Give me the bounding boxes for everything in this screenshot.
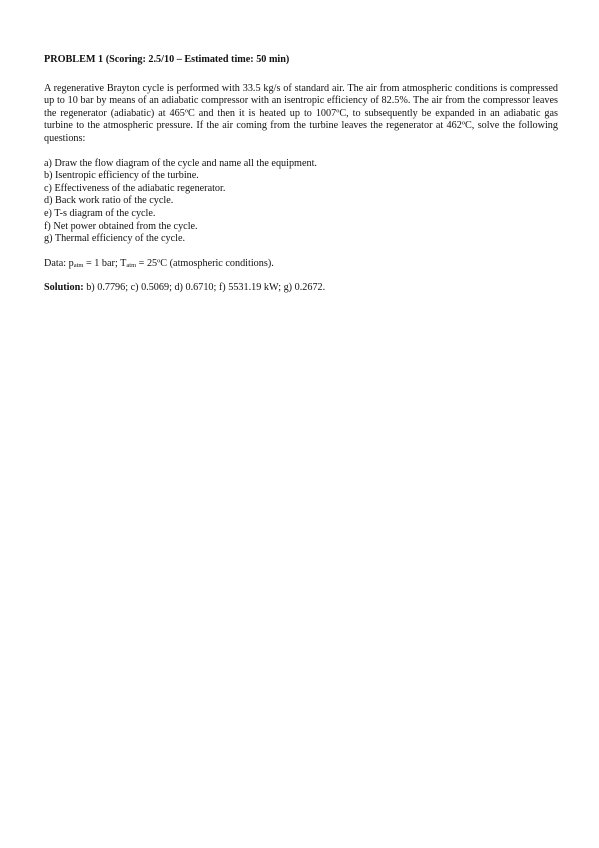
pressure-value: = 1 bar;	[83, 257, 121, 269]
temperature-subscript: atm	[126, 261, 137, 269]
pressure-subscript: atm	[73, 261, 84, 269]
temperature-value: = 25ºC (atmospheric conditions).	[136, 257, 274, 269]
solution-text: b) 0.7796; c) 0.5069; d) 0.6710; f) 5531.19 kW; g) 0.2672.	[83, 282, 326, 294]
question-f: f) Net power obtained from the cycle.	[44, 220, 198, 232]
question-e: e) T-s diagram of the cycle.	[44, 207, 156, 219]
question-g: g) Thermal efficiency of the cycle.	[44, 233, 186, 245]
pressure-symbol: p	[68, 257, 74, 269]
solution-label: Solution:	[44, 282, 84, 294]
question-d: d) Back work ratio of the cycle.	[44, 195, 174, 207]
data-line	[44, 258, 558, 271]
temperature-symbol: T	[120, 257, 127, 269]
solution-line	[44, 282, 558, 295]
question-b: b) Isentropic efficiency of the turbine.	[44, 170, 199, 182]
question-c: c) Effectiveness of the adiabatic regenerator.	[44, 182, 226, 194]
data-prefix: Data:	[44, 257, 69, 269]
question-list	[44, 158, 558, 246]
problem-statement: A regenerative Brayton cycle is performed with 33.5 kg/s of standard air. The air from atmospheric conditions is compressed up to 10 bar by means of an adiabatic compressor with an isentropic efficiency of 82.5%. The air from the compressor leaves the regenerator (adiabatic) at 465ºC and then it is heated up to 1007ºC, to subsequently be expanded in an adiabatic gas turbine to the atmospheric pressure. If the air coming from the turbine leaves the regenerator at 462ºC, solve the following questions:	[44, 82, 558, 144]
question-a: a) Draw the flow diagram of the cycle and name all the equipment.	[44, 157, 317, 169]
problem-title: PROBLEM 1 (Scoring: 2.5/10 – Estimated time: 50 min)	[44, 54, 290, 65]
problem-page	[44, 54, 558, 295]
